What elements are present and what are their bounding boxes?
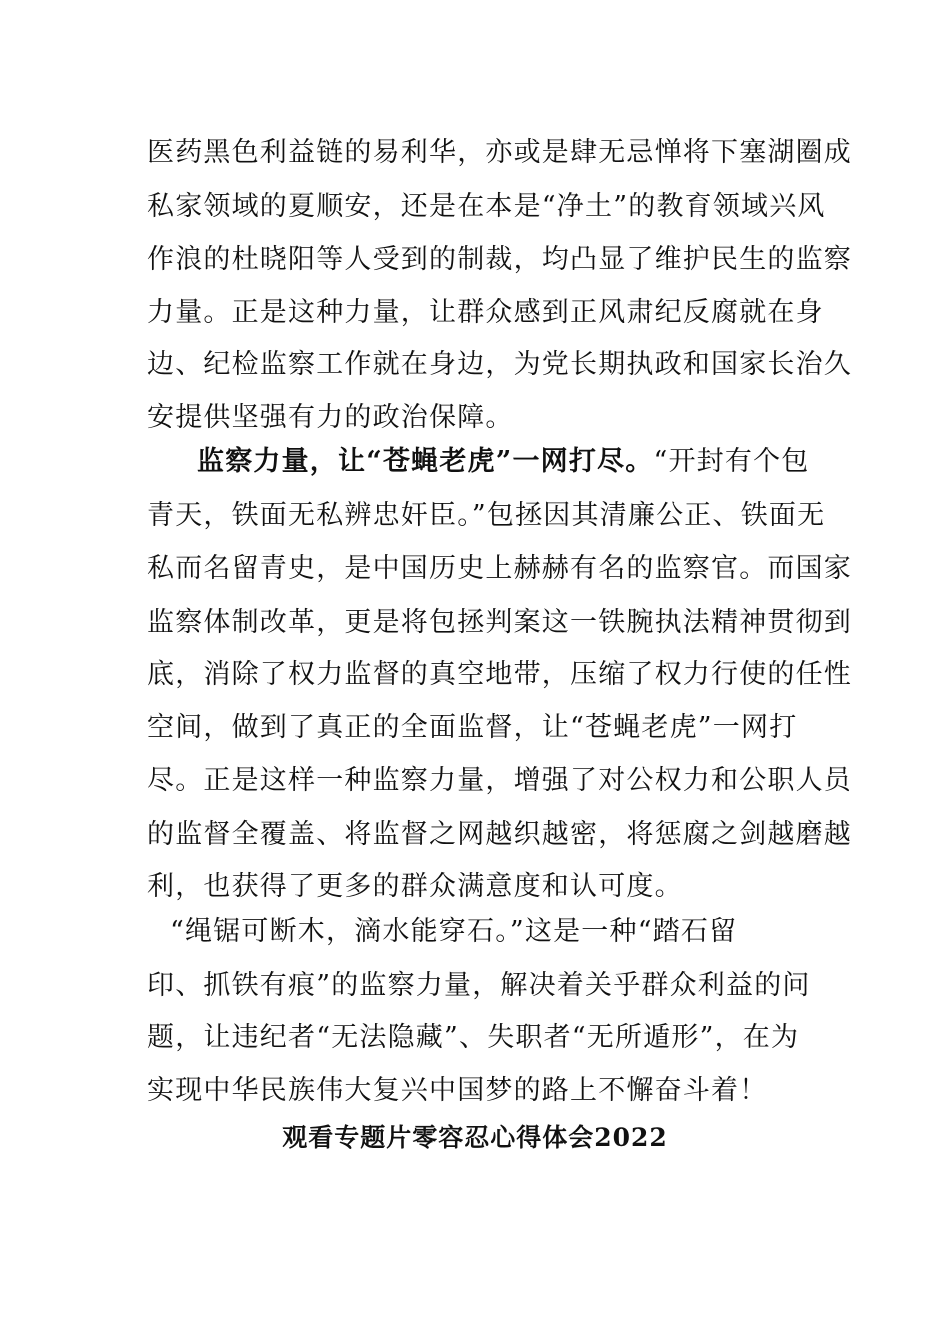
paragraph-2-line-2: 青天，铁面无私辨忠奸臣。”包拯因其清廉公正、铁面无 <box>147 500 826 531</box>
paragraph-2-line-6: 空间，做到了真正的全面监督，让“苍蝇老虎”一网打 <box>147 712 798 743</box>
paragraph-2-line-1 <box>197 442 810 482</box>
paragraph-1-line-2: 私家领域的夏顺安，还是在本是“净土”的教育领域兴风 <box>147 191 826 222</box>
paragraph-2-line-7: 尽。正是这样一种监察力量，增强了对公权力和公职人员 <box>147 765 852 796</box>
section-title: 观看专题片零容忍心得体会2022 <box>282 1123 668 1152</box>
paragraph-3-line-2: 印、抓铁有痕”的监察力量，解决着关乎群众利益的问 <box>147 970 811 1001</box>
paragraph-3-line-4: 实现中华民族伟大复兴中国梦的路上不懈奋斗着！ <box>147 1075 768 1106</box>
paragraph-1-line-4: 力量。正是这种力量，让群众感到正风肃纪反腐就在身 <box>147 297 824 328</box>
paragraph-2-heading: 监察力量，让“苍蝇老虎”一网打尽。 <box>197 446 654 477</box>
paragraph-3-line-3: 题，让违纪者“无法隐藏”、失职者“无所遁形”，在为 <box>147 1022 800 1053</box>
paragraph-1-line-3: 作浪的杜晓阳等人受到的制裁，均凸显了维护民生的监察 <box>147 244 852 275</box>
paragraph-2-line-9: 利，也获得了更多的群众满意度和认可度。 <box>147 871 683 902</box>
paragraph-1-line-5: 边、纪检监察工作就在身边，为党长期执政和国家长治久 <box>147 349 852 380</box>
paragraph-2-line-1-rest: “开封有个包 <box>653 446 810 477</box>
paragraph-1-line-1: 医药黑色利益链的易利华，亦或是肆无忌惮将下塞湖圈成 <box>147 137 852 168</box>
paragraph-2-line-3: 私而名留青史，是中国历史上赫赫有名的监察官。而国家 <box>147 553 852 584</box>
paragraph-2-line-4: 监察体制改革，更是将包拯判案这一铁腕执法精神贯彻到 <box>147 607 852 638</box>
paragraph-1-line-6: 安提供坚强有力的政治保障。 <box>147 402 514 433</box>
paragraph-2-line-8: 的监督全覆盖、将监督之网越织越密，将惩腐之剑越磨越 <box>147 819 852 850</box>
paragraph-3-line-1: “绳锯可断木，滴水能穿石。”这是一种“踏石留 <box>170 916 738 947</box>
paragraph-2-line-5: 底，消除了权力监督的真空地带，压缩了权力行使的任性 <box>147 659 852 690</box>
